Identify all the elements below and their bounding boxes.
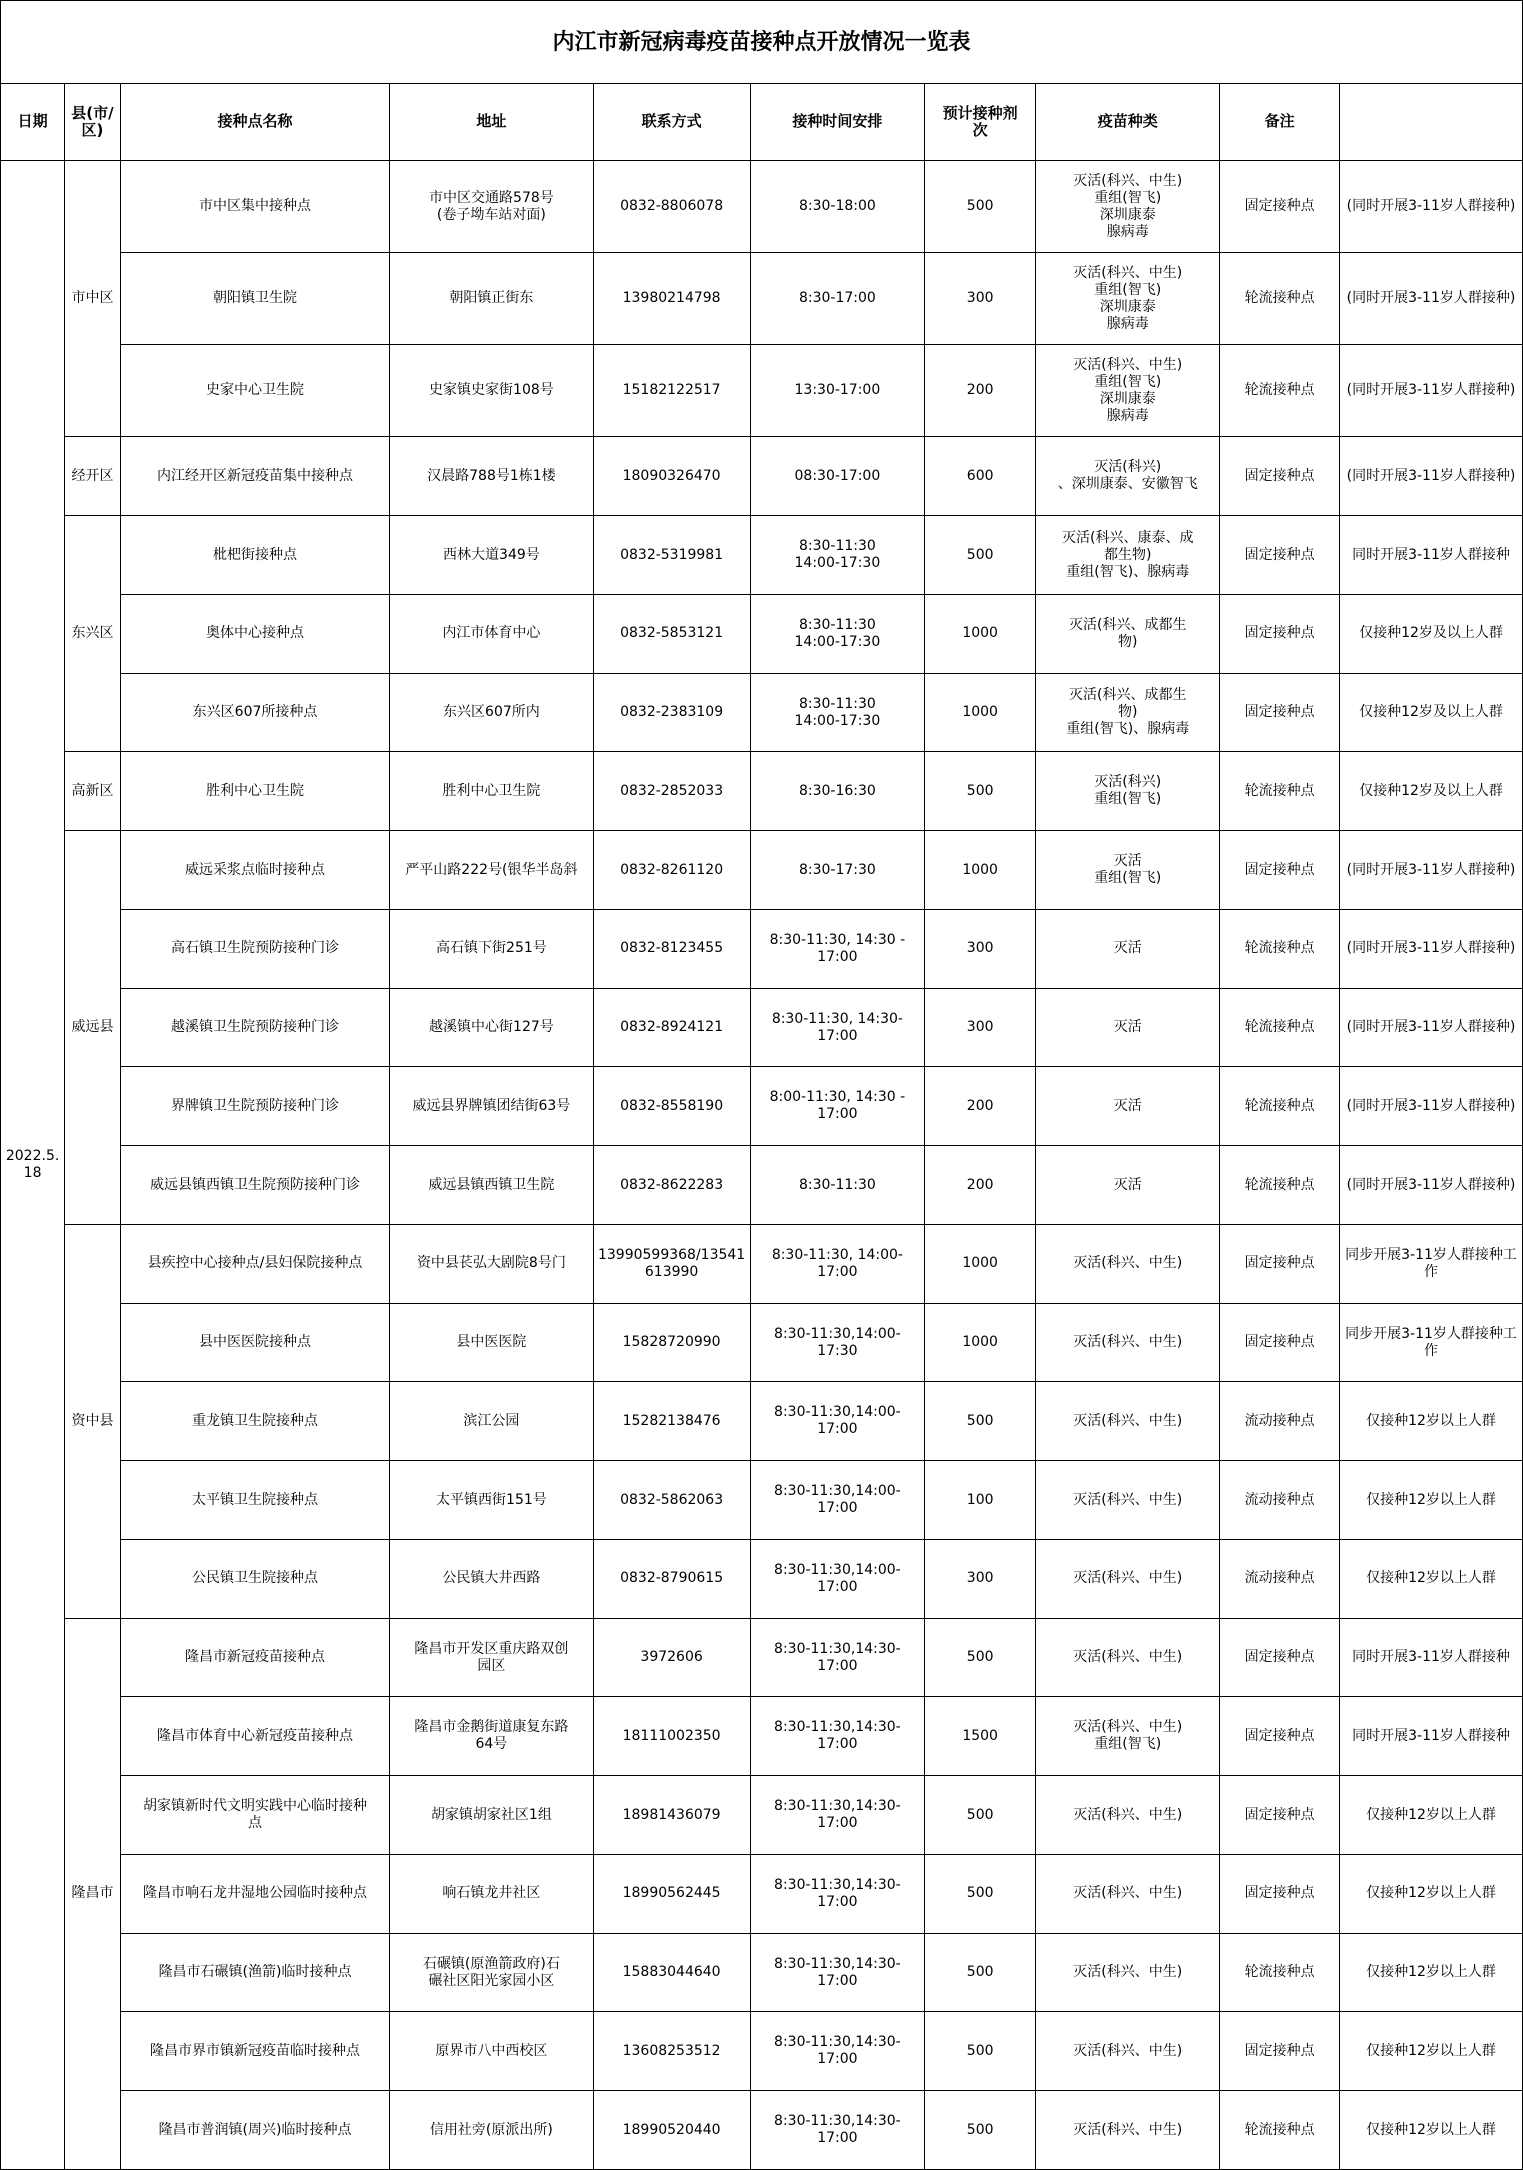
site-doses: 300 — [925, 253, 1036, 345]
site-note: 流动接种点 — [1220, 1461, 1340, 1540]
site-contact: 15883044640 — [593, 1933, 750, 2012]
site-name: 县疾控中心接种点/县妇保院接种点 — [120, 1224, 390, 1303]
site-name: 东兴区607所接种点 — [120, 673, 390, 752]
site-extra: 仅接种12岁以上人群 — [1340, 1776, 1523, 1855]
site-doses: 500 — [925, 161, 1036, 253]
site-note: 固定接种点 — [1220, 1303, 1340, 1382]
site-schedule: 8:30-11:30,14:00- 17:00 — [750, 1382, 924, 1461]
site-name: 重龙镇卫生院接种点 — [120, 1382, 390, 1461]
site-schedule: 8:30-16:30 — [750, 752, 924, 831]
site-contact: 0832-8622283 — [593, 1146, 750, 1225]
site-vaccine-type: 灭活(科兴、成都生 物) 重组(智飞)、腺病毒 — [1036, 673, 1220, 752]
site-vaccine-type: 灭活(科兴、中生) — [1036, 1461, 1220, 1540]
site-note: 流动接种点 — [1220, 1539, 1340, 1618]
header-vaccine-type: 疫苗种类 — [1036, 83, 1220, 160]
site-vaccine-type: 灭活(科兴、中生) — [1036, 1776, 1220, 1855]
site-contact: 0832-2383109 — [593, 673, 750, 752]
site-schedule: 8:30-11:30,14:00- 17:30 — [750, 1303, 924, 1382]
site-schedule: 8:30-11:30,14:30- 17:00 — [750, 2012, 924, 2091]
site-name: 朝阳镇卫生院 — [120, 253, 390, 345]
site-name: 奥体中心接种点 — [120, 594, 390, 673]
site-schedule: 8:30-11:30, 14:30 - 17:00 — [750, 909, 924, 988]
site-name: 内江经开区新冠疫苗集中接种点 — [120, 437, 390, 516]
site-name: 史家中心卫生院 — [120, 345, 390, 437]
table-row — [1, 345, 1523, 437]
district-cell: 市中区 — [65, 161, 121, 437]
site-name: 越溪镇卫生院预防接种门诊 — [120, 988, 390, 1067]
site-extra: 同步开展3-11岁人群接种工作 — [1340, 1224, 1523, 1303]
site-address: 隆昌市开发区重庆路双创 园区 — [390, 1618, 593, 1697]
site-name: 隆昌市普润镇(周兴)临时接种点 — [120, 2091, 390, 2170]
site-schedule: 8:00-11:30, 14:30 - 17:00 — [750, 1067, 924, 1146]
site-note: 固定接种点 — [1220, 161, 1340, 253]
header-doses: 预计接种剂 次 — [925, 83, 1036, 160]
site-address: 汉晨路788号1栋1楼 — [390, 437, 593, 516]
site-contact: 18990520440 — [593, 2091, 750, 2170]
site-extra: (同时开展3-11岁人群接种) — [1340, 345, 1523, 437]
site-doses: 500 — [925, 1776, 1036, 1855]
header-note: 备注 — [1220, 83, 1340, 160]
site-schedule: 8:30-11:30 14:00-17:30 — [750, 673, 924, 752]
site-vaccine-type: 灭活(科兴、中生) — [1036, 1303, 1220, 1382]
site-contact: 13990599368/13541 613990 — [593, 1224, 750, 1303]
site-vaccine-type: 灭活(科兴、中生) — [1036, 1539, 1220, 1618]
site-note: 固定接种点 — [1220, 1854, 1340, 1933]
site-contact: 0832-8924121 — [593, 988, 750, 1067]
site-doses: 1000 — [925, 673, 1036, 752]
site-doses: 500 — [925, 516, 1036, 595]
table-row — [1, 1776, 1523, 1855]
site-schedule: 8:30-11:30, 14:30- 17:00 — [750, 988, 924, 1067]
site-doses: 500 — [925, 1618, 1036, 1697]
site-name: 威远县镇西镇卫生院预防接种门诊 — [120, 1146, 390, 1225]
site-extra: (同时开展3-11岁人群接种) — [1340, 831, 1523, 910]
site-address: 严平山路222号(银华半岛斜 — [390, 831, 593, 910]
site-schedule: 8:30-11:30,14:00- 17:00 — [750, 1461, 924, 1540]
site-doses: 500 — [925, 1382, 1036, 1461]
site-doses: 600 — [925, 437, 1036, 516]
site-note: 固定接种点 — [1220, 673, 1340, 752]
site-contact: 13608253512 — [593, 2012, 750, 2091]
site-contact: 0832-8123455 — [593, 909, 750, 988]
site-vaccine-type: 灭活(科兴、中生) — [1036, 2091, 1220, 2170]
site-schedule: 8:30-17:00 — [750, 253, 924, 345]
site-note: 固定接种点 — [1220, 1618, 1340, 1697]
site-doses: 100 — [925, 1461, 1036, 1540]
header-district: 县(市/ 区) — [65, 83, 121, 160]
table-row — [1, 1224, 1523, 1303]
site-contact: 15282138476 — [593, 1382, 750, 1461]
site-name: 隆昌市响石龙井湿地公园临时接种点 — [120, 1854, 390, 1933]
site-vaccine-type: 灭活(科兴、中生) 重组(智飞) 深圳康泰 腺病毒 — [1036, 161, 1220, 253]
district-cell: 高新区 — [65, 752, 121, 831]
site-contact: 18990562445 — [593, 1854, 750, 1933]
district-cell: 隆昌市 — [65, 1618, 121, 2169]
table-row — [1, 1618, 1523, 1697]
site-address: 朝阳镇正街东 — [390, 253, 593, 345]
site-contact: 0832-8261120 — [593, 831, 750, 910]
site-doses: 500 — [925, 2091, 1036, 2170]
site-doses: 300 — [925, 909, 1036, 988]
site-vaccine-type: 灭活(科兴、中生) — [1036, 1224, 1220, 1303]
table-row — [1, 673, 1523, 752]
table-row — [1, 752, 1523, 831]
site-name: 胡家镇新时代文明实践中心临时接种 点 — [120, 1776, 390, 1855]
district-cell: 东兴区 — [65, 516, 121, 752]
table-row — [1, 1382, 1523, 1461]
site-address: 西林大道349号 — [390, 516, 593, 595]
site-note: 固定接种点 — [1220, 2012, 1340, 2091]
site-extra: 同时开展3-11岁人群接种 — [1340, 1697, 1523, 1776]
site-schedule: 13:30-17:00 — [750, 345, 924, 437]
site-schedule: 8:30-11:30,14:30- 17:00 — [750, 1697, 924, 1776]
site-vaccine-type: 灭活(科兴、成都生 物) — [1036, 594, 1220, 673]
site-doses: 200 — [925, 1067, 1036, 1146]
site-vaccine-type: 灭活(科兴、中生) — [1036, 1854, 1220, 1933]
table-row — [1, 1067, 1523, 1146]
site-schedule: 8:30-11:30 14:00-17:30 — [750, 594, 924, 673]
site-vaccine-type: 灭活 — [1036, 1067, 1220, 1146]
table-title: 内江市新冠病毒疫苗接种点开放情况一览表 — [1, 1, 1523, 84]
site-name: 界牌镇卫生院预防接种门诊 — [120, 1067, 390, 1146]
site-note: 轮流接种点 — [1220, 2091, 1340, 2170]
site-doses: 500 — [925, 2012, 1036, 2091]
site-doses: 500 — [925, 752, 1036, 831]
site-contact: 0832-5862063 — [593, 1461, 750, 1540]
site-doses: 300 — [925, 1539, 1036, 1618]
table-row — [1, 1146, 1523, 1225]
site-note: 固定接种点 — [1220, 1776, 1340, 1855]
site-name: 市中区集中接种点 — [120, 161, 390, 253]
site-doses: 500 — [925, 1854, 1036, 1933]
site-address: 原界市八中西校区 — [390, 2012, 593, 2091]
site-vaccine-type: 灭活(科兴、中生) — [1036, 1618, 1220, 1697]
site-extra: 仅接种12岁以上人群 — [1340, 2091, 1523, 2170]
site-schedule: 08:30-17:00 — [750, 437, 924, 516]
site-address: 高石镇下街251号 — [390, 909, 593, 988]
site-contact: 0832-8806078 — [593, 161, 750, 253]
table-row — [1, 1303, 1523, 1382]
site-address: 胜利中心卫生院 — [390, 752, 593, 831]
site-note: 流动接种点 — [1220, 1382, 1340, 1461]
table-row — [1, 161, 1523, 253]
header-site-name: 接种点名称 — [120, 83, 390, 160]
site-contact: 18111002350 — [593, 1697, 750, 1776]
site-extra: 仅接种12岁以上人群 — [1340, 1539, 1523, 1618]
table-row — [1, 909, 1523, 988]
site-extra: 仅接种12岁及以上人群 — [1340, 752, 1523, 831]
site-vaccine-type: 灭活(科兴) 、深圳康泰、安徽智飞 — [1036, 437, 1220, 516]
site-vaccine-type: 灭活(科兴、中生) — [1036, 1382, 1220, 1461]
site-extra: (同时开展3-11岁人群接种) — [1340, 1146, 1523, 1225]
site-address: 滨江公园 — [390, 1382, 593, 1461]
site-note: 固定接种点 — [1220, 1697, 1340, 1776]
site-vaccine-type: 灭活(科兴、中生) — [1036, 1933, 1220, 2012]
site-extra: 仅接种12岁以上人群 — [1340, 2012, 1523, 2091]
table-row — [1, 1697, 1523, 1776]
site-address: 公民镇大井西路 — [390, 1539, 593, 1618]
table-row — [1, 1461, 1523, 1540]
site-note: 固定接种点 — [1220, 831, 1340, 910]
site-address: 东兴区607所内 — [390, 673, 593, 752]
site-note: 轮流接种点 — [1220, 1067, 1340, 1146]
site-schedule: 8:30-11:30,14:00- 17:00 — [750, 1539, 924, 1618]
site-contact: 15828720990 — [593, 1303, 750, 1382]
site-vaccine-type: 灭活(科兴、康泰、成 都生物) 重组(智飞)、腺病毒 — [1036, 516, 1220, 595]
site-name: 隆昌市新冠疫苗接种点 — [120, 1618, 390, 1697]
site-doses: 200 — [925, 1146, 1036, 1225]
site-vaccine-type: 灭活(科兴、中生) 重组(智飞) 深圳康泰 腺病毒 — [1036, 345, 1220, 437]
site-name: 公民镇卫生院接种点 — [120, 1539, 390, 1618]
site-vaccine-type: 灭活 — [1036, 1146, 1220, 1225]
site-note: 轮流接种点 — [1220, 345, 1340, 437]
site-address: 胡家镇胡家社区1组 — [390, 1776, 593, 1855]
site-name: 隆昌市石碾镇(渔箭)临时接种点 — [120, 1933, 390, 2012]
site-extra: 仅接种12岁以上人群 — [1340, 1461, 1523, 1540]
site-vaccine-type: 灭活 重组(智飞) — [1036, 831, 1220, 910]
site-extra: (同时开展3-11岁人群接种) — [1340, 161, 1523, 253]
site-note: 轮流接种点 — [1220, 988, 1340, 1067]
table-row — [1, 253, 1523, 345]
site-schedule: 8:30-11:30,14:30- 17:00 — [750, 1776, 924, 1855]
site-extra: (同时开展3-11岁人群接种) — [1340, 1067, 1523, 1146]
site-extra: (同时开展3-11岁人群接种) — [1340, 909, 1523, 988]
site-extra: 仅接种12岁及以上人群 — [1340, 594, 1523, 673]
site-contact: 15182122517 — [593, 345, 750, 437]
site-contact: 0832-8790615 — [593, 1539, 750, 1618]
site-doses: 200 — [925, 345, 1036, 437]
date-cell: 2022.5.18 — [1, 161, 65, 2170]
site-note: 固定接种点 — [1220, 594, 1340, 673]
site-schedule: 8:30-11:30 14:00-17:30 — [750, 516, 924, 595]
site-contact: 3972606 — [593, 1618, 750, 1697]
site-address: 市中区交通路578号 (卷子坳车站对面) — [390, 161, 593, 253]
site-vaccine-type: 灭活 — [1036, 909, 1220, 988]
site-doses: 500 — [925, 1933, 1036, 2012]
site-extra: 仅接种12岁以上人群 — [1340, 1382, 1523, 1461]
site-extra: (同时开展3-11岁人群接种) — [1340, 988, 1523, 1067]
table-row — [1, 594, 1523, 673]
site-name: 隆昌市体育中心新冠疫苗接种点 — [120, 1697, 390, 1776]
site-extra: 仅接种12岁以上人群 — [1340, 1854, 1523, 1933]
site-note: 轮流接种点 — [1220, 1933, 1340, 2012]
site-extra: 仅接种12岁及以上人群 — [1340, 673, 1523, 752]
site-name: 县中医医院接种点 — [120, 1303, 390, 1382]
site-vaccine-type: 灭活(科兴) 重组(智飞) — [1036, 752, 1220, 831]
table-row — [1, 516, 1523, 595]
site-name: 高石镇卫生院预防接种门诊 — [120, 909, 390, 988]
site-address: 内江市体育中心 — [390, 594, 593, 673]
site-doses: 1000 — [925, 594, 1036, 673]
site-doses: 1500 — [925, 1697, 1036, 1776]
site-contact: 0832-5319981 — [593, 516, 750, 595]
site-note: 轮流接种点 — [1220, 752, 1340, 831]
site-contact: 18981436079 — [593, 1776, 750, 1855]
table-row — [1, 2012, 1523, 2091]
site-vaccine-type: 灭活(科兴、中生) 重组(智飞) 深圳康泰 腺病毒 — [1036, 253, 1220, 345]
site-address: 响石镇龙井社区 — [390, 1854, 593, 1933]
site-address: 威远县镇西镇卫生院 — [390, 1146, 593, 1225]
site-address: 隆昌市金鹅街道康复东路 64号 — [390, 1697, 593, 1776]
site-name: 太平镇卫生院接种点 — [120, 1461, 390, 1540]
table-row — [1, 988, 1523, 1067]
site-extra: 仅接种12岁以上人群 — [1340, 1933, 1523, 2012]
site-name: 枇杷街接种点 — [120, 516, 390, 595]
table-row — [1, 1933, 1523, 2012]
district-cell: 威远县 — [65, 831, 121, 1225]
site-note: 轮流接种点 — [1220, 1146, 1340, 1225]
site-contact: 0832-8558190 — [593, 1067, 750, 1146]
header-extra — [1340, 83, 1523, 160]
site-address: 石碾镇(原渔箭政府)石 碾社区阳光家园小区 — [390, 1933, 593, 2012]
site-schedule: 8:30-11:30,14:30- 17:00 — [750, 1618, 924, 1697]
table-row — [1, 1539, 1523, 1618]
site-schedule: 8:30-11:30,14:30- 17:00 — [750, 2091, 924, 2170]
site-contact: 13980214798 — [593, 253, 750, 345]
site-doses: 1000 — [925, 1224, 1036, 1303]
site-schedule: 8:30-11:30, 14:00- 17:00 — [750, 1224, 924, 1303]
district-cell: 资中县 — [65, 1224, 121, 1618]
site-name: 威远采浆点临时接种点 — [120, 831, 390, 910]
district-cell: 经开区 — [65, 437, 121, 516]
header-schedule: 接种时间安排 — [750, 83, 924, 160]
site-extra: 同步开展3-11岁人群接种工作 — [1340, 1303, 1523, 1382]
site-extra: (同时开展3-11岁人群接种) — [1340, 253, 1523, 345]
site-note: 固定接种点 — [1220, 516, 1340, 595]
header-date: 日期 — [1, 83, 65, 160]
site-vaccine-type: 灭活(科兴、中生) 重组(智飞) — [1036, 1697, 1220, 1776]
site-address: 威远县界牌镇团结街63号 — [390, 1067, 593, 1146]
site-vaccine-type: 灭活 — [1036, 988, 1220, 1067]
site-name: 隆昌市界市镇新冠疫苗临时接种点 — [120, 2012, 390, 2091]
table-row — [1, 1854, 1523, 1933]
site-note: 轮流接种点 — [1220, 909, 1340, 988]
site-address: 史家镇史家街108号 — [390, 345, 593, 437]
site-schedule: 8:30-17:30 — [750, 831, 924, 910]
site-extra: 同时开展3-11岁人群接种 — [1340, 1618, 1523, 1697]
site-address: 县中医医院 — [390, 1303, 593, 1382]
site-extra: 同时开展3-11岁人群接种 — [1340, 516, 1523, 595]
header-contact: 联系方式 — [593, 83, 750, 160]
site-note: 轮流接种点 — [1220, 253, 1340, 345]
site-address: 越溪镇中心街127号 — [390, 988, 593, 1067]
site-vaccine-type: 灭活(科兴、中生) — [1036, 2012, 1220, 2091]
site-contact: 0832-5853121 — [593, 594, 750, 673]
site-extra: (同时开展3-11岁人群接种) — [1340, 437, 1523, 516]
site-schedule: 8:30-18:00 — [750, 161, 924, 253]
site-doses: 1000 — [925, 1303, 1036, 1382]
table-row — [1, 2091, 1523, 2170]
site-contact: 0832-2852033 — [593, 752, 750, 831]
site-name: 胜利中心卫生院 — [120, 752, 390, 831]
site-contact: 18090326470 — [593, 437, 750, 516]
table-row — [1, 437, 1523, 516]
site-doses: 1000 — [925, 831, 1036, 910]
site-schedule: 8:30-11:30,14:30- 17:00 — [750, 1933, 924, 2012]
table-row — [1, 831, 1523, 910]
header-address: 地址 — [390, 83, 593, 160]
site-schedule: 8:30-11:30,14:30- 17:00 — [750, 1854, 924, 1933]
site-address: 信用社旁(原派出所) — [390, 2091, 593, 2170]
site-address: 资中县苌弘大剧院8号门 — [390, 1224, 593, 1303]
site-note: 固定接种点 — [1220, 437, 1340, 516]
site-note: 固定接种点 — [1220, 1224, 1340, 1303]
site-schedule: 8:30-11:30 — [750, 1146, 924, 1225]
site-doses: 300 — [925, 988, 1036, 1067]
site-address: 太平镇西街151号 — [390, 1461, 593, 1540]
